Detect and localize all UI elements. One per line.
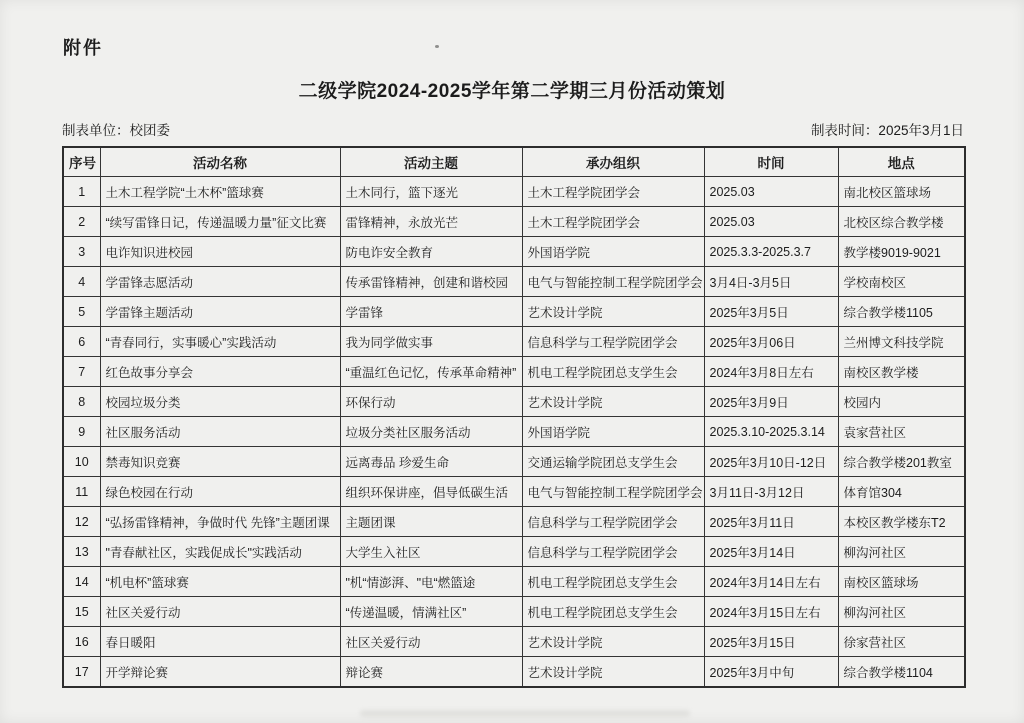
table-cell: "机“情澎湃、"电“燃篮途 [340,567,522,597]
table-cell: 3月11日-3月12日 [704,477,838,507]
row-index-cell: 4 [63,267,100,297]
table-cell: 体育馆304 [838,477,965,507]
table-cell: 2024年3月15日左右 [704,597,838,627]
table-cell: 2025年3月11日 [704,507,838,537]
table-cell: 综合教学楼1105 [838,297,965,327]
table-cell: 组织环保讲座，倡导低碳生活 [340,477,522,507]
table-cell: 环保行动 [340,387,522,417]
header-row [63,147,965,177]
table-cell: 信息科学与工程学院团学会 [522,537,704,567]
table-cell: 南校区教学楼 [838,357,965,387]
table-cell: 学雷锋 [340,297,522,327]
table-cell: 2025年3月9日 [704,387,838,417]
table-row [63,267,965,297]
row-index-cell: 9 [63,417,100,447]
table-row [63,357,965,387]
table-cell: “续写雷锋日记，传递温暖力量”征文比赛 [100,207,340,237]
table-cell: 2025.03 [704,177,838,207]
row-index-cell: 14 [63,567,100,597]
table-row [63,477,965,507]
table-cell: 校园内 [838,387,965,417]
column-header-organizer: 承办组织 [522,147,704,177]
table-cell: 信息科学与工程学院团学会 [522,327,704,357]
table-cell: 2025.03 [704,207,838,237]
table-row [63,567,965,597]
table-cell: 2025年3月15日 [704,627,838,657]
table-cell: 红色故事分享会 [100,357,340,387]
table-cell: 土木工程学院“土木杯”篮球赛 [100,177,340,207]
table-cell: 社区关爱行动 [340,627,522,657]
table-cell: “弘扬雷锋精神，争做时代 先锋”主题团课 [100,507,340,537]
row-index-cell: 17 [63,657,100,688]
table-cell: 雷锋精神，永放光芒 [340,207,522,237]
table-cell: 2025年3月中旬 [704,657,838,688]
table-cell: 2025.3.3-2025.3.7 [704,237,838,267]
table-cell: 2024年3月14日左右 [704,567,838,597]
table-cell: 机电工程学院团总支学生会 [522,357,704,387]
table-row [63,327,965,357]
scan-artifact-dot [435,45,439,48]
table-cell: 2025年3月14日 [704,537,838,567]
table-cell: 外国语学院 [522,417,704,447]
table-row [63,207,965,237]
column-header-index: 序号 [63,147,100,177]
table-cell: “青春同行，实事暖心”实践活动 [100,327,340,357]
row-index-cell: 2 [63,207,100,237]
table-row [63,177,965,207]
table-cell: 社区关爱行动 [100,597,340,627]
row-index-cell: 11 [63,477,100,507]
attachment-label: 附件 [63,38,103,58]
table-cell: 柳沟河社区 [838,597,965,627]
column-header-location: 地点 [838,147,965,177]
table-cell: 外国语学院 [522,237,704,267]
meta-date: 制表时间：2025年3月1日 [810,123,964,138]
table-cell: 信息科学与工程学院团学会 [522,507,704,537]
table-row [63,447,965,477]
table-cell: 艺术设计学院 [522,297,704,327]
table-cell: 主题团课 [340,507,522,537]
table-row [63,537,965,567]
table-row [63,627,965,657]
table-row [63,297,965,327]
table-cell: 南校区篮球场 [838,567,965,597]
table-cell: 社区服务活动 [100,417,340,447]
table-row [63,237,965,267]
table-cell: 垃圾分类社区服务活动 [340,417,522,447]
table-cell: "青春献社区，实践促成长"实践活动 [100,537,340,567]
table-cell: 大学生入社区 [340,537,522,567]
meta-issuing-unit: 制表单位：校团委 [62,123,170,138]
row-index-cell: 15 [63,597,100,627]
table-cell: 校园垃圾分类 [100,387,340,417]
table-cell: 本校区教学楼东T2 [838,507,965,537]
table-cell: 学校南校区 [838,267,965,297]
row-index-cell: 13 [63,537,100,567]
table-cell: 土木工程学院团学会 [522,207,704,237]
column-header-activity-name: 活动名称 [100,147,340,177]
table-cell: 艺术设计学院 [522,657,704,688]
table-cell: 艺术设计学院 [522,387,704,417]
meta-row [62,119,964,139]
table-cell: 绿色校园在行动 [100,477,340,507]
table-cell: “重温红色记忆，传承革命精神” [340,357,522,387]
column-header-activity-theme: 活动主题 [340,147,522,177]
scan-artifact-smudge [360,710,690,717]
table-header [63,147,965,177]
table-cell: 学雷锋主题活动 [100,297,340,327]
table-row [63,597,965,627]
table-cell: 学雷锋志愿活动 [100,267,340,297]
table-cell: 开学辩论赛 [100,657,340,688]
table-cell: “机电杯”篮球赛 [100,567,340,597]
row-index-cell: 3 [63,237,100,267]
row-index-cell: 12 [63,507,100,537]
table-row [63,387,965,417]
table-cell: 2025年3月5日 [704,297,838,327]
row-index-cell: 7 [63,357,100,387]
table-cell: 教学楼9019-9021 [838,237,965,267]
row-index-cell: 6 [63,327,100,357]
table-body [63,177,965,688]
table-cell: 土木同行，篮下逐光 [340,177,522,207]
row-index-cell: 1 [63,177,100,207]
table-cell: 综合教学楼201教室 [838,447,965,477]
table-cell: 禁毒知识竞赛 [100,447,340,477]
column-header-time: 时间 [704,147,838,177]
table-row [63,657,965,688]
table-cell: 远离毒品 珍爱生命 [340,447,522,477]
table-cell: “传递温暖，情满社区” [340,597,522,627]
table-row [63,417,965,447]
table-cell: 艺术设计学院 [522,627,704,657]
table-cell: 2025年3月10日-12日 [704,447,838,477]
table-cell: 机电工程学院团总支学生会 [522,597,704,627]
row-index-cell: 16 [63,627,100,657]
activity-table [62,146,966,688]
table-cell: 交通运输学院团总支学生会 [522,447,704,477]
table-cell: 电气与智能控制工程学院团学会 [522,267,704,297]
table-cell: 袁家营社区 [838,417,965,447]
table-cell: 传承雷锋精神，创建和谐校园 [340,267,522,297]
row-index-cell: 5 [63,297,100,327]
table-cell: 兰州博文科技学院 [838,327,965,357]
table-cell: 综合教学楼1104 [838,657,965,688]
row-index-cell: 10 [63,447,100,477]
table-cell: 我为同学做实事 [340,327,522,357]
table-cell: 南北校区篮球场 [838,177,965,207]
page-title: 二级学院2024-2025学年第二学期三月份活动策划 [298,81,726,102]
table-row [63,507,965,537]
table-cell: 电诈知识进校园 [100,237,340,267]
table-cell: 徐家营社区 [838,627,965,657]
table-cell: 电气与智能控制工程学院团学会 [522,477,704,507]
row-index-cell: 8 [63,387,100,417]
table-cell: 辩论赛 [340,657,522,688]
table-cell: 3月4日-3月5日 [704,267,838,297]
table-cell: 2025年3月06日 [704,327,838,357]
table-cell: 春日暖阳 [100,627,340,657]
table-cell: 土木工程学院团学会 [522,177,704,207]
table-cell: 机电工程学院团总支学生会 [522,567,704,597]
table-cell: 柳沟河社区 [838,537,965,567]
table-cell: 2024年3月8日左右 [704,357,838,387]
table-cell: 北校区综合教学楼 [838,207,965,237]
table-cell: 2025.3.10-2025.3.14 [704,417,838,447]
table-cell: 防电诈安全教育 [340,237,522,267]
